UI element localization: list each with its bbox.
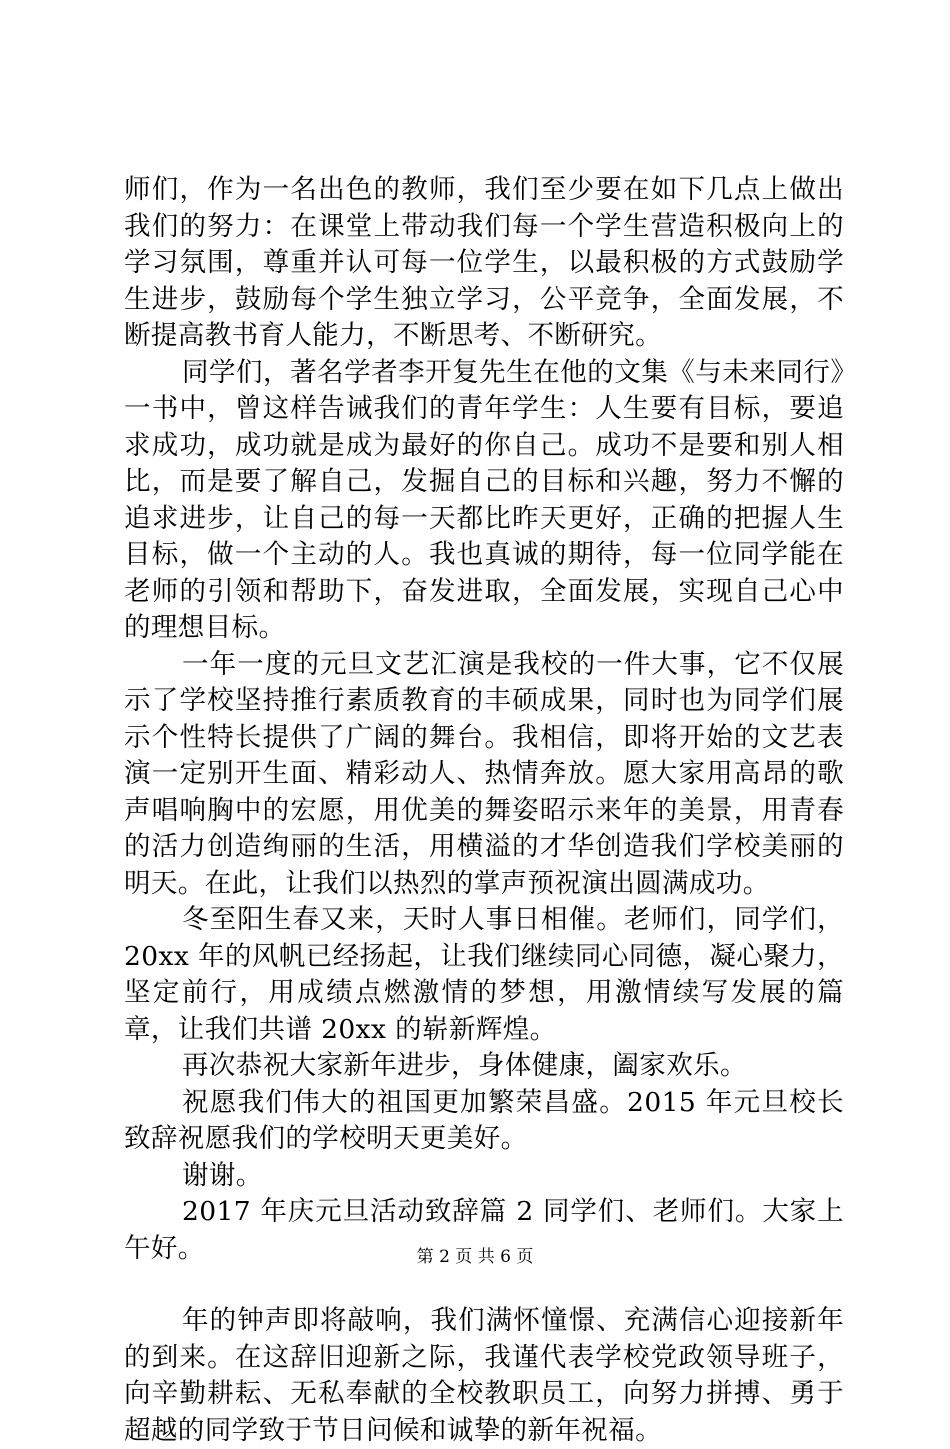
paragraph-wishes: 再次恭祝大家新年进步，身体健康，阖家欢乐。	[182, 1050, 747, 1081]
paragraph-thanks: 谢谢。	[182, 1159, 263, 1191]
paragraph-new-year-gala: 一年一度的元旦文艺汇演是我校的一件大事，它不仅展示了学校坚持推行素质教育的丰硕成果，同时也为同学们展示个性特长提供了广阔的舞台。我相信，即将开始的文艺表演一定别开生面、精彩动人、热情奔放。愿大家用高昂的歌声唱响胸中的宏愿，用优美的舞姿昭示来年的美景，用青春的活力创造绚丽的生活，用横溢的才华创造我们学校美丽的明天。在此，让我们以热烈的掌声预祝演出圆满成功。	[124, 648, 844, 899]
paragraph-motherland: 祝愿我们伟大的祖国更加繁荣昌盛。2015 年元旦校长致辞祝愿我们的学校明天更美好。	[124, 1086, 844, 1154]
paragraph-winter-solstice: 冬至阳生春又来，天时人事日相催。老师们，同学们，20xx 年的风帆已经扬起，让我们继续同心同德，凝心聚力，坚定前行，用成绩点燃激情的梦想，用激情续写发展的篇章，让我们共谱 20xx 的崭新辉煌。	[124, 904, 844, 1045]
paragraph-gap	[124, 1267, 844, 1303]
paragraph-new-year-bell: 年的钟声即将敲响，我们满怀憧憬、充满信心迎接新年的到来。在这辞旧迎新之际，我谨代表学校党政领导班子，向辛勤耕耘、无私奉献的全校教职员工，向努力拼搏、勇于超越的同学致于节日问候和诚挚的新年祝福。	[124, 1305, 844, 1446]
paragraph-li-kaifu: 同学们，著名学者李开复先生在他的文集《与未来同行》一书中，曾这样告诫我们的青年学生：人生要有目标，要追求成功，成功就是成为最好的你自己。成功不是要和别人相比，而是要了解自己，发掘自己的目标和兴趣，努力不懈的追求进步，让自己的每一天都比昨天更好，正确的把握人生目标，做一个主动的人。我也真诚的期待，每一位同学能在老师的引领和帮助下，奋发进取，全面发展，实现自己心中的理想目标。	[124, 356, 844, 643]
paragraph-speech-2-heading: 2017 年庆元旦活动致辞篇 2 同学们、老师们。大家上午好。	[124, 1196, 844, 1264]
paragraph-continuation: 师们，作为一名出色的教师，我们至少要在如下几点上做出我们的努力：在课堂上带动我们每一个学生营造积极向上的学习氛围，尊重并认可每一位学生，以最积极的方式鼓励学生进步，鼓励每个学生独立学习，公平竞争，全面发展，不断提高教书育人能力，不断思考、不断研究。	[124, 174, 844, 351]
page-number-footer: 第 2 页 共 6 页	[416, 1247, 534, 1267]
